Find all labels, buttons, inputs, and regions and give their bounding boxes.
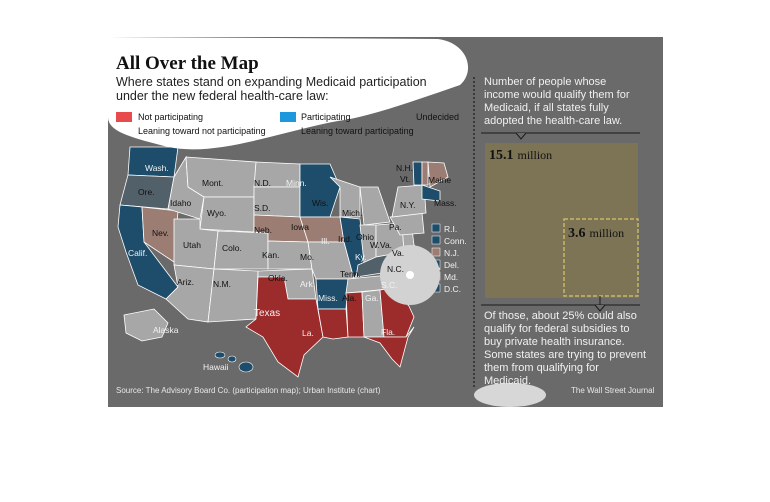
legend-participating: Participating bbox=[301, 112, 351, 122]
label-tenn: Tenn. bbox=[340, 269, 361, 279]
label-calif: Calif. bbox=[128, 248, 148, 258]
label-nc: N.C. bbox=[387, 264, 404, 274]
label-sd: S.D. bbox=[254, 203, 271, 213]
label-vt: Vt. bbox=[400, 174, 411, 184]
legend-undecided: Undecided bbox=[416, 112, 460, 122]
label-fla: Fla. bbox=[381, 327, 396, 337]
label-iowa: Iowa bbox=[291, 222, 309, 232]
label-mo: Mo. bbox=[300, 252, 315, 262]
label-kan: Kan. bbox=[262, 250, 280, 260]
label-nev: Nev. bbox=[152, 228, 169, 238]
label-ariz: Ariz. bbox=[177, 277, 194, 287]
label-wash: Wash. bbox=[145, 163, 169, 173]
chart-total-value: 15.1 bbox=[489, 148, 514, 163]
legend-leaning-participating: Leaning toward participating bbox=[301, 126, 414, 136]
label-ill: Ill. bbox=[321, 236, 330, 246]
legend-not-participating: Not participating bbox=[138, 112, 204, 122]
legend-leaning-not: Leaning toward not participating bbox=[138, 126, 266, 136]
label-nj: N.J. bbox=[444, 248, 460, 258]
label-ore: Ore. bbox=[138, 187, 155, 197]
chart-intro: Number of people whose income would qualify them for Medicaid, if all states fully adopted the health-care law. bbox=[484, 76, 630, 127]
label-dc: D.C. bbox=[444, 284, 461, 294]
label-mass: Mass. bbox=[434, 198, 457, 208]
label-nh: N.H. bbox=[396, 163, 413, 173]
source-note: Source: The Advisory Board Co. (participation map); Urban Institute (chart) bbox=[116, 386, 381, 395]
label-ala: Ala. bbox=[342, 293, 357, 303]
label-neb: Neb. bbox=[254, 225, 272, 235]
chart-total-label bbox=[489, 146, 552, 164]
label-ri: R.I. bbox=[444, 224, 458, 234]
label-alaska: Alaska bbox=[153, 325, 179, 335]
label-ky: Ky. bbox=[355, 252, 367, 262]
label-mont: Mont. bbox=[202, 178, 224, 188]
chart-subset-value: 3.6 bbox=[568, 226, 586, 241]
label-wva: W.Va. bbox=[370, 240, 393, 250]
label-okla: Okla. bbox=[268, 273, 288, 283]
label-idaho: Idaho bbox=[170, 198, 192, 208]
label-miss: Miss. bbox=[318, 293, 338, 303]
label-mich: Mich. bbox=[342, 208, 363, 218]
label-wis: Wis. bbox=[312, 198, 329, 208]
label-ind: Ind. bbox=[338, 234, 353, 244]
page-subtitle: Where states stand on expanding Medicaid participation under the new federal health-care law: bbox=[116, 75, 427, 103]
label-texas: Texas bbox=[254, 308, 281, 319]
label-sc: S.C. bbox=[381, 280, 398, 290]
label-maine: Maine bbox=[428, 175, 452, 185]
label-la: La. bbox=[302, 328, 314, 338]
page-title: All Over the Map bbox=[116, 53, 259, 74]
label-pa: Pa. bbox=[389, 222, 402, 232]
label-ny: N.Y. bbox=[400, 200, 416, 210]
label-colo: Colo. bbox=[222, 243, 242, 253]
label-va: Va. bbox=[392, 248, 405, 258]
label-nm: N.M. bbox=[213, 279, 231, 289]
chart-total-unit: million bbox=[517, 148, 553, 162]
label-utah: Utah bbox=[183, 240, 201, 250]
label-conn: Conn. bbox=[444, 236, 467, 246]
chart-subset-label bbox=[568, 224, 624, 242]
publisher-credit: The Wall Street Journal bbox=[571, 386, 655, 395]
label-nd: N.D. bbox=[254, 178, 271, 188]
label-minn: Minn. bbox=[286, 178, 307, 188]
legend-swatch-participating bbox=[280, 112, 296, 122]
label-wyo: Wyo. bbox=[207, 208, 227, 218]
chart-subset-unit: million bbox=[589, 226, 625, 240]
label-ga: Ga. bbox=[365, 293, 379, 303]
label-del: Del. bbox=[444, 260, 460, 270]
label-md: Md. bbox=[444, 272, 459, 282]
label-ark: Ark. bbox=[300, 279, 316, 289]
label-ohio: Ohio bbox=[356, 232, 374, 242]
legend-swatch-not-participating bbox=[116, 112, 132, 122]
chart-note: Of those, about 25% could also qualify for federal subsidies to buy private health insurance. Some states are trying to prevent them from qualifying for Medicaid. bbox=[484, 310, 647, 387]
label-hawaii: Hawaii bbox=[203, 362, 229, 372]
